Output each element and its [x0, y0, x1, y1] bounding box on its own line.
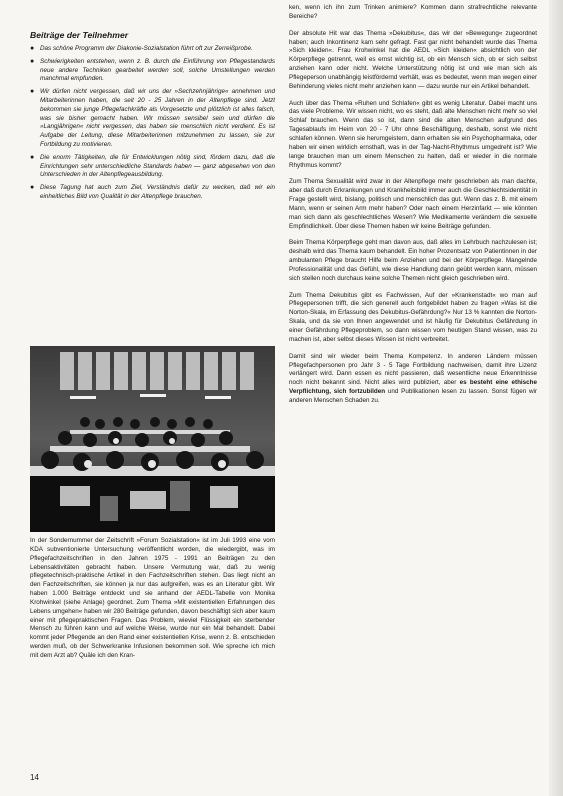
paragraph: Zum Thema Dekubitus gibt es Fachwissen, Auf der »Krankenstadt« wo man auf Pflegepersonen trifft, die sich generell auch fortgebildet haben zu fragen »Was ist die Norton-Skala, im Erfassung des Dekubitus-Gefährdung?« Nur 13 % kannten die Norton-Skala, und da sie von Ihnen angewendet und ist häufig für Dekubitus Gefährdung in einer Gefährdung Pflegeproblem, so dann wissen vom heutigen Stand wissen, was zu machen ist, aber selbst dieses Wissen ist nicht verbreitet.: [289, 291, 537, 343]
left-body-text: In der Sondernummer der Zeitschrift »Forum Sozialstation« ist im Juli 1993 eine vom KDA subventionierte Untersuchung veröffentlicht worden, die wiedergibt, was im Pflegefachzeitschriften in den Jahren 1975 - 1991 an Beiträgen zu den Lebensaktivitäten gebracht haben. Unsere Vermutung war, daß zu wenig pflegetechnisch-praktische Artikel in den Fachzeitschriften stehen. Das liegt nicht an den Fachzeitschriften, sie können ja nur das aufgreifen, was es an Literatur gibt. Wir haben 1.000 Beiträge entdeckt und sie anhand der AEDL-Tabelle von Monika Krohwinkel (siehe Anlage) geordnet. Zum Thema »Mit existentiellen Erfahrungen des Lebens umgehen« haben wir 280 Beiträge gefunden, davon beschäftigt sich aber kaum einer mit pflegepraktischen Fragen. Das Problem, wieviel Flüssigkeit ein sterbender Mensch zu führen kann und auf welche Weise, wurde nur ein Mal behandelt. Dabei kommt jeder Pflegende an den Rand einer existentiellen Krise, wenn z. B. entschieden werden muß, ob der Schwerkranke Infusionen bekommen soll. Wie spreche ich mich mit dem Arzt ab? Quäle ich den Kran-: [30, 537, 275, 659]
bullet-item: ● Das schöne Programm der Diakonie-Sozialstation führt oft zur Zerreißprobe.: [30, 45, 253, 52]
conference-audience-photo: [30, 346, 275, 532]
bullet-icon: ●: [30, 57, 35, 65]
bold-emphasis: es besteht eine ethische Verpflichtung, sich fortzubilden: [289, 379, 537, 396]
bullet-icon: ●: [30, 45, 35, 52]
page-edge-shadow: [549, 0, 563, 796]
paragraph: ken, wenn ich ihn zum Trinken animiere? Kommen dann strafrechtliche relevante Bereiche?: [289, 4, 537, 20]
right-column: [289, 4, 537, 414]
paragraph: Zum Thema Sexualität wird zwar in der Altenpflege mehr geschrieben als man dachte, aber daß durch Erkrankungen und Krankheitsbild immer auch die Geschlechtsidentität in Frage gestellt wird, bislang, politisch und menschlich das gut. Wenn das z. B. mit einem Mann, wenn er seinen Arm mehr haben? Oder nach einem Herzinfarkt — wie könnten man sich dann als geschlechtliches Wesen? Wie Medikamente verändern die sexuelle Empfindlichkeit. Über diese Themen haben wir keine Beiträge gefunden.: [289, 178, 537, 230]
left-column: [30, 30, 275, 206]
paragraph: Auch über das Thema »Ruhen und Schlafen« gibt es wenig Literatur. Dabei macht uns das viele Probleme. Wir wissen nicht, wo es steht, daß alte Menschen nicht mehr so viel Schlaf brauchen. Wenn das so ist, dann sind die alten Menschen aufgrund des Tagesablaufs im Heim von 20 - 7 Uhr ohne Beschäftigung, deshalb, sonst wie nicht schlafen können. Wenn sie herumgeistern, dann erhalten sie ein Psychopharmaka, oder haben wir einen wirklich ernsthaft, was in der Tag-Nacht-Rhythmus umgedreht ist? Wie lange brauchen man um einem Menschen zu halten, daß er wieder in die normale Rhythmus kommt?: [289, 99, 537, 169]
paragraph: Beim Thema Körperpflege geht man davon aus, daß alles im Lehrbuch nachzulesen ist; deshalb wird das Thema kaum behandelt. Ein hoher Prozentsatz von Patientinnen in der ambulanten Pflege braucht Hilfe beim Anziehen und bei der Körperpflege. Mangelnde Professionalität und das Gefühl, wie diese Handlung dann geübt werden kann, müssen sich stellen noch durchaus keine solche Themen nicht gleich geschrieben wird.: [289, 239, 537, 282]
paragraph: Der absolute Hit war das Thema »Dekubitus«, das wir der »Bewegung« zugeordnet haben; auch Inkontinenz kam sehr gefragt. Fast gar nicht behandelt wurde das Thema »Sich kleiden«. Frau Krohwinkel hat die AEDL »Sich kleiden« absichtlich von der Körperpflege getrennt, weil es ernst wichtig ist, ob ein Mensch sich, ob er sich selbst anziehen kann oder nicht. Welche Unterstützung nötig ist und wie man sich als Pflegeperson unabhängig leistfördernd verhält, was es bedeutet, wenn man wegen einer Behinderung vieles nicht mehr anziehen kann — dazu wurde nur ein Artikel behandelt.: [289, 29, 537, 90]
bullet-icon: ●: [30, 88, 35, 96]
bullet-icon: ●: [30, 153, 35, 161]
bullet-icon: ●: [30, 184, 35, 192]
bullet-item: ● Die enorm Tätigkeiten, die für Entwicklungen nötig sind, fördern dazu, daß die Einrichtungen sehr unterschiedliche Standards haben — ganz abgesehen von den Unterschieden in der Altenpflegeausbildung.: [30, 153, 275, 179]
section-heading: Beiträge der Teilnehmer: [30, 30, 129, 40]
page-number: 14: [30, 773, 39, 782]
bullet-item: ● Schwierigkeiten entstehen, wenn z. B. durch die Einführung von Pflegestandards neue andere Techniken gearbeitet werden soll, solche Umstellungen werden manchmal empfunden.: [30, 57, 275, 83]
bullet-item: ● Diese Tagung hat auch zum Ziel, Verständnis dafür zu wecken, daß wir ein einheitliches Bild von Qualität in der Altenpflege brauchen.: [30, 184, 275, 200]
photo-icon: [30, 346, 275, 532]
paragraph-final: Damit sind wir wieder beim Thema Kompetenz. In anderen Ländern müssen Pflegefachpersonen pro Jahr 3 - 5 Tage Fortbildung nachweisen, damit ihre Lizenz verlängert wird. Dann essen es nicht passieren, daß wesentliche neue Erkenntnisse noch nicht bekannt sind. Nicht alles wird publiziert, aber es besteht eine ethische Verpflichtung, sich fortzubilden und Publikationen lesen zu lassen. Sonst fügen wir anderen Menschen Schaden zu.: [289, 352, 537, 404]
bullet-list: [30, 45, 275, 202]
bullet-item: ● Wir dürfen nicht vergessen, daß wir uns der »Sechzehnjährige« annehmen und Mitarbeiterinnen haben, die seit 20 - 25 Jahren in der Altenpflege sind. Jetzt bekommen sie junge Pflegefachkräfte als Vorgesetzte und plötzlich ist alles falsch, was sie bisher gemacht haben. Wir müssen sensibel sein und dürfen die »Langjährigen« nicht vergessen, das haben sie menschlich nicht verdient. Es ist Aufgabe der Leitung, diese Mitarbeiterinnen mitzunehmen zu lassen, sie zur Fortbildung zu motivieren.: [30, 88, 275, 148]
